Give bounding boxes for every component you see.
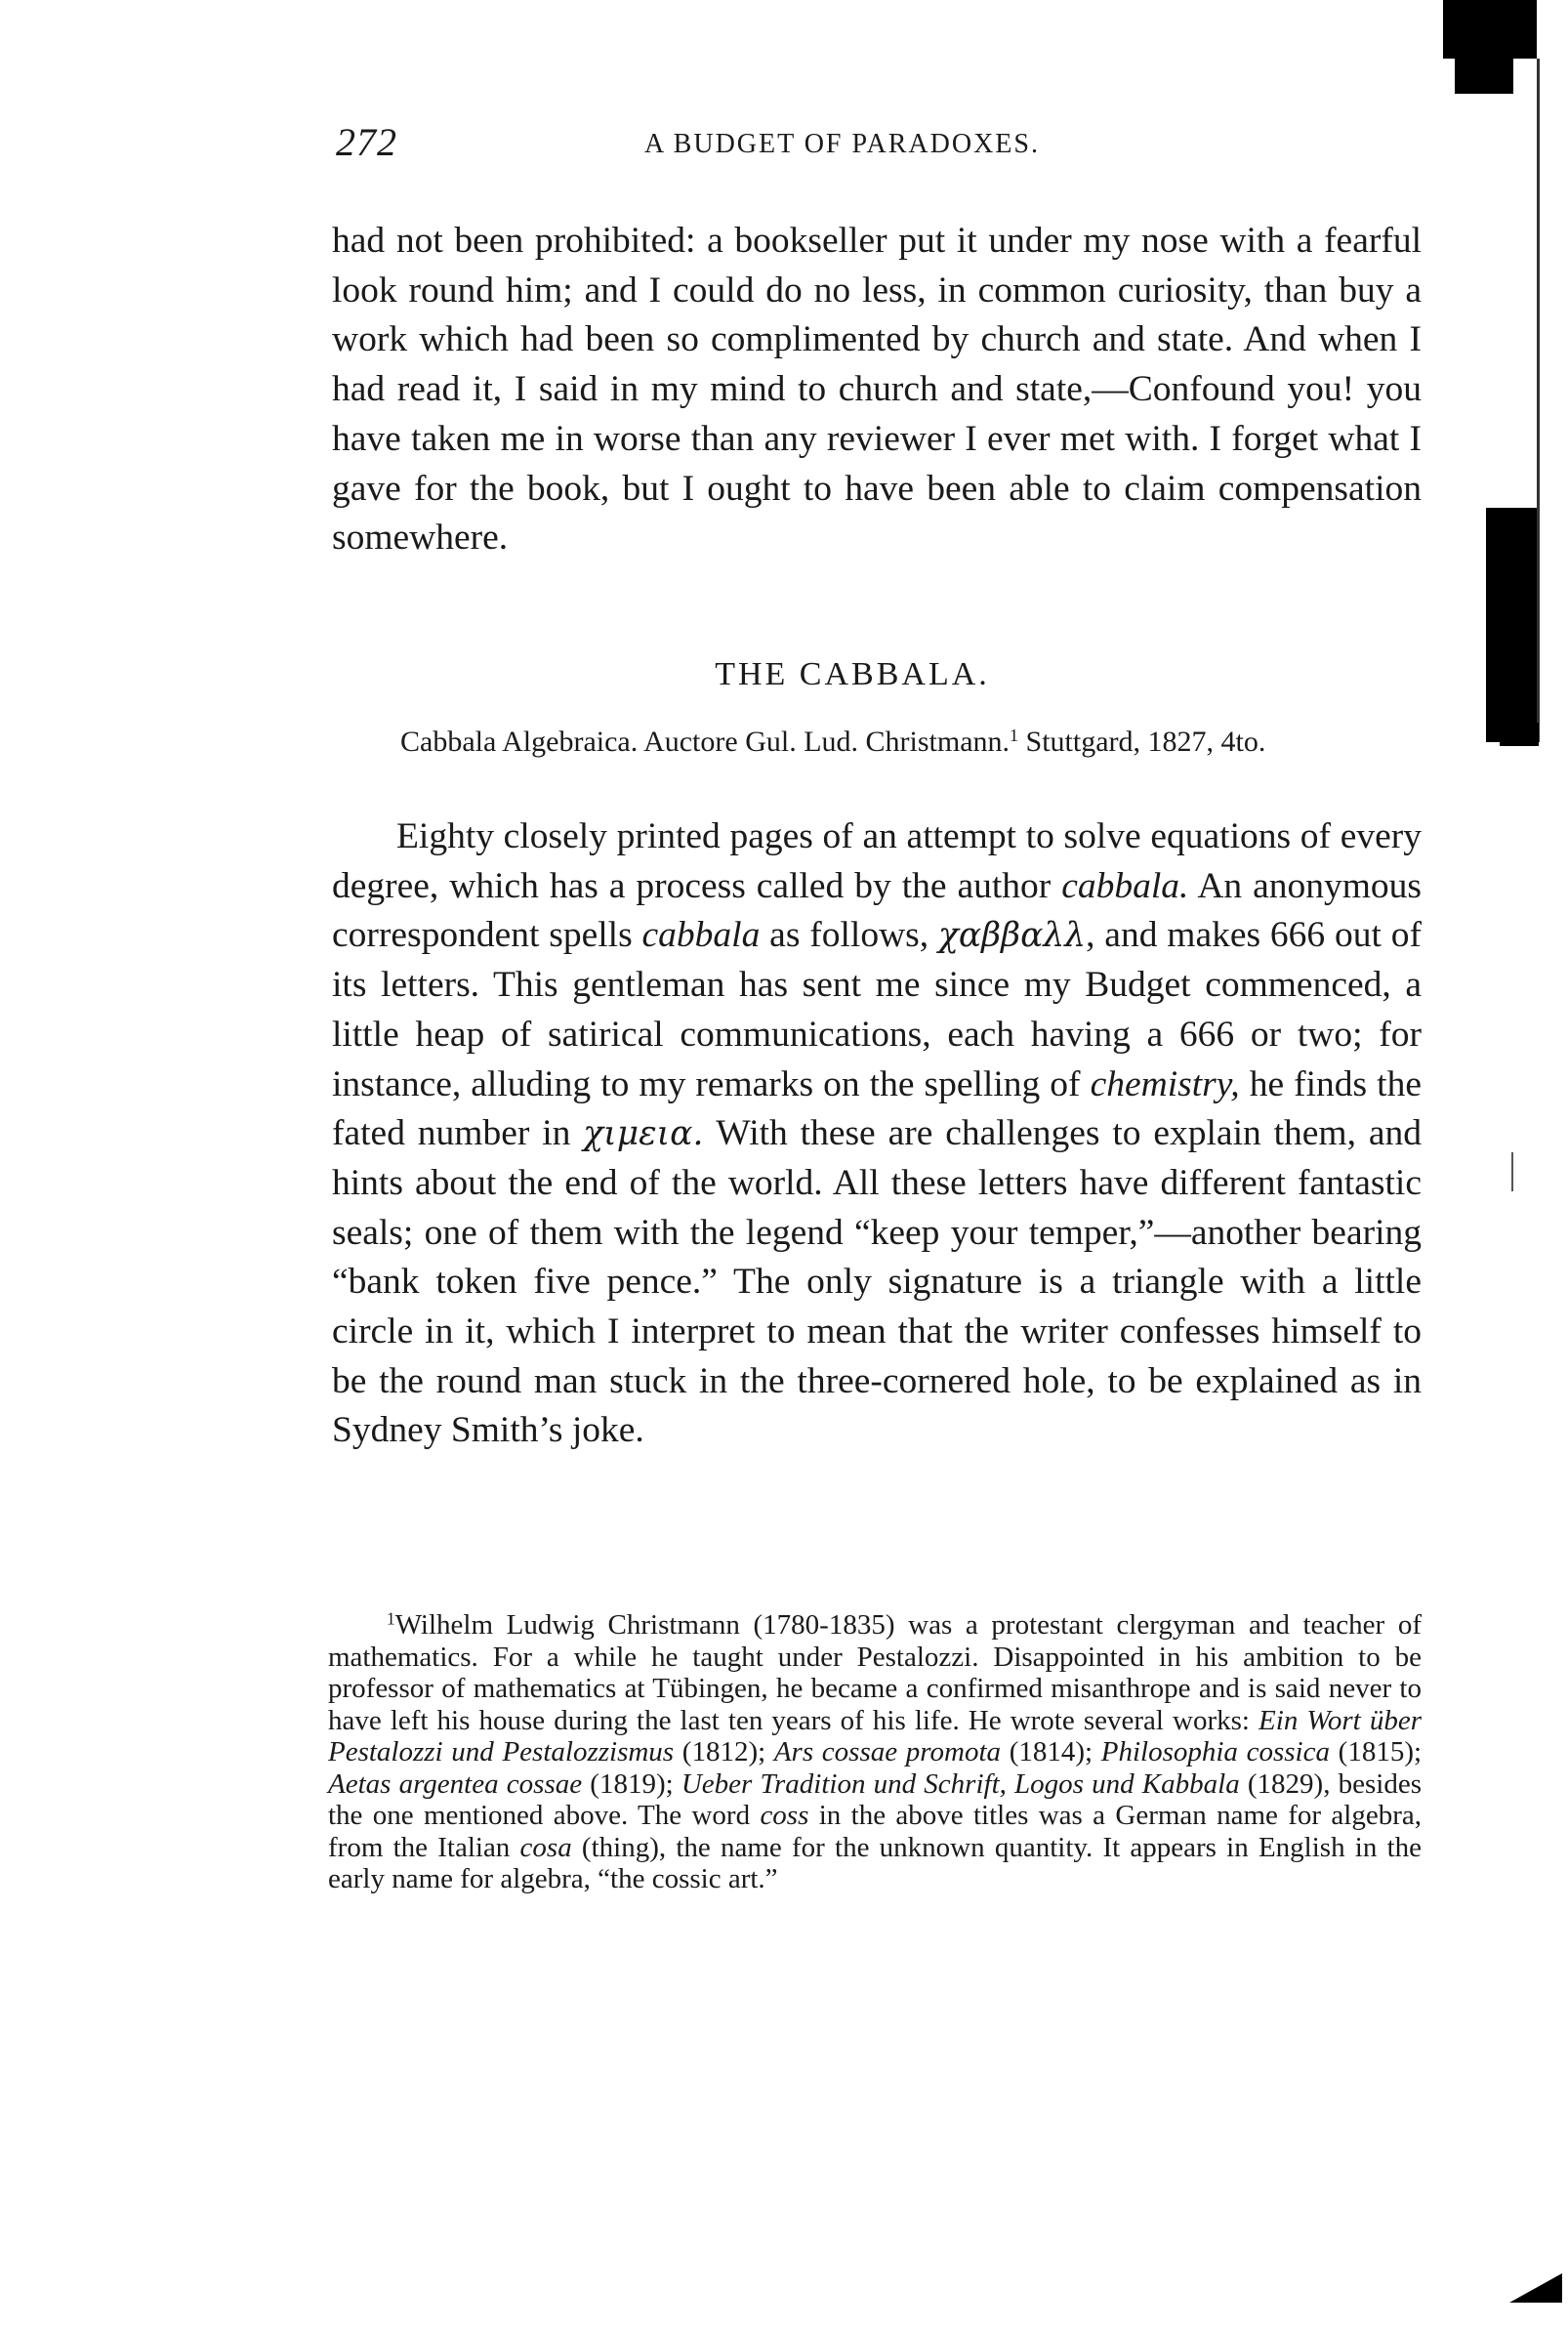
text-run: (thing), the name for the unknown quantity. It appears in English in the early name for algebra, “the cossic art.” [328, 1831, 1422, 1894]
text-run: (1814); [1001, 1736, 1101, 1767]
page-number: 272 [336, 120, 397, 164]
scan-artifact-right [1486, 508, 1537, 742]
text-run: he finds the fated number in [332, 1063, 1422, 1154]
citation-text: Cabbala Algebraica. Auctore Gul. Lud. Christmann. [400, 726, 1011, 758]
footnote-marker: 1 [387, 1608, 395, 1629]
text-run: Eighty closely printed pages of an attempt to solve equations of every degree, which has a process called by the author [332, 816, 1422, 906]
text-run: Wilhelm Ludwig Christmann (1780-1835) was a protestant clergyman and teacher of mathematics. For a while he taught under Pestalozzi. Disappointed in his ambition to be professor of mathematics at Tübingen, he became a confirmed misanthrope and is said never to have left his house during the last ten years of his life. He wrote several works: [328, 1609, 1422, 1736]
italic-title: Aetas argentea cossae [328, 1767, 583, 1800]
text-run: in the above titles was a German name for algebra, from the Italian [328, 1800, 1422, 1863]
text-run: (1815); [1329, 1736, 1423, 1767]
footnote-ref: 1 [1010, 726, 1019, 746]
paragraph-continued [332, 217, 1422, 563]
footnote [328, 1609, 1422, 1895]
text-run: (1829), besides the one mentioned above. The word [328, 1767, 1422, 1831]
text-run: An anonymous correspondent spells [332, 865, 1423, 956]
italic-title: Ein Wort über Pestalozzi und Pestalozzismus [328, 1704, 1422, 1767]
paragraph-cabbala [332, 812, 1422, 1456]
paragraph-text: had not been prohibited: a bookseller put it under my nose with a fearful look round him; and I could do no less, in common curiosity, than buy a work which had been so complimented by church and state. And when I had read it, I said in my mind to church and state,—Confound you! you have taken me in worse than any reviewer I ever met with. I forget what I gave for the book, but I ought to have been able to claim compensation somewhere. [332, 221, 1422, 559]
italic-title: Philosophia cossica [1100, 1736, 1330, 1767]
text-run: (1812); [674, 1736, 774, 1767]
text-run: , and makes 666 out of its letters. This gentleman has sent me since my Budget commenced, a little heap of satirical communications, each having a 666 or two; for instance, alluding to my remarks on the spelling of [332, 915, 1422, 1104]
scan-corner-mark [1509, 2273, 1562, 2303]
italic-word: chemistry, [1090, 1063, 1240, 1104]
page-edge-line [1537, 59, 1540, 742]
text-run: With these are challenges to explain them, and hints about the end of the world. All these letters have different fantastic seals; one of them with the legend “keep your temper,”—another bearing “bank token five pence.” The only signature is a triangle with a little circle in it, which I interpret to mean that the writer confesses himself to be the round man stuck in the three-cornered hole, to be explained as in Sydney Smith’s joke. [332, 1113, 1422, 1451]
greek-word: χαββαλλ [937, 916, 1087, 956]
italic-word: coss [760, 1800, 809, 1831]
section-title: THE CABBALA. [715, 656, 990, 692]
italic-word: cosa [519, 1831, 572, 1863]
italic-word: cabbala. [1061, 865, 1189, 906]
paragraph-text [332, 812, 1422, 1456]
scan-artifact-top-lower [1455, 55, 1513, 94]
italic-title: Ars cossae promota [773, 1736, 1002, 1767]
page-edge-tick [1511, 1152, 1513, 1191]
italic-title: Ueber Tradition und Schrift, Logos und Kabbala [681, 1767, 1240, 1800]
text-run: (1819); [582, 1767, 681, 1800]
running-head: A BUDGET OF PARADOXES. [644, 129, 1040, 159]
greek-word: χιμεια. [583, 1114, 704, 1154]
scan-artifact-right-lower [1500, 723, 1539, 746]
scan-artifact-top [1443, 0, 1537, 59]
book-citation [400, 721, 1422, 764]
text-run: as follows, [760, 915, 938, 956]
italic-word: cabbala [641, 915, 761, 956]
citation-rest: Stuttgard, 1827, 4to. [1018, 726, 1266, 758]
